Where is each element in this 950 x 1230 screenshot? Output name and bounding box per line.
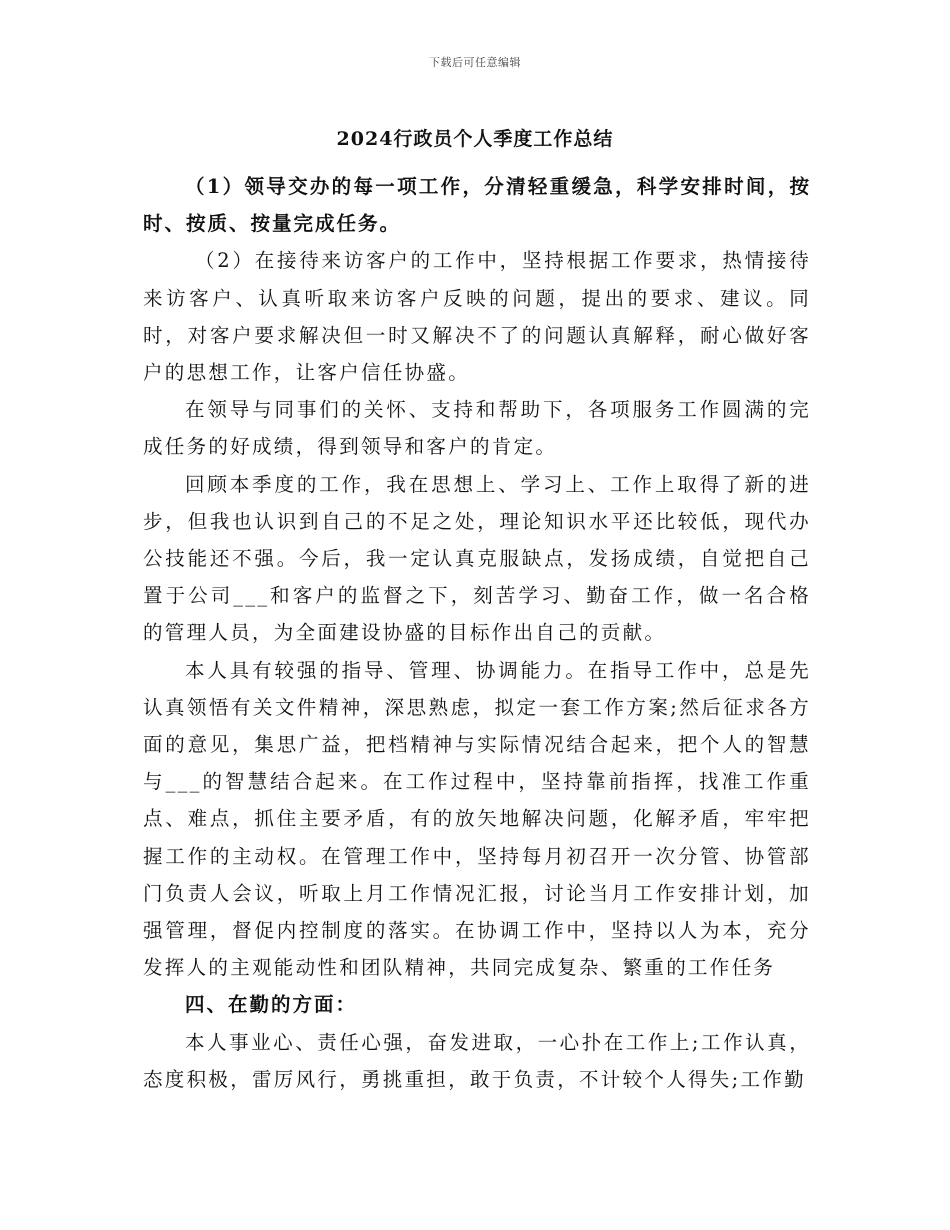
document-title: 2024行政员个人季度工作总结 [336,128,614,150]
document-body [143,168,811,1098]
section-heading: 四、在勤的方面： [185,993,358,1017]
paragraph-4: 回顾本季度的工作，我在思想上、学习上、工作上取得了新的进步，但我也认识到自己的不足之处，理论知识水平还比较低，现代办公技能还不强。今后，我一定认真克服缺点，发扬成绩，自觉把自己置于公司___和客户的监督之下，刻苦学习、勤奋工作，做一名合格的管理人员，为全面建设协盛的目标作出自己的贡献。 [143,472,811,645]
paragraph-5: 本人具有较强的指导、管理、协调能力。在指导工作中，总是先认真领悟有关文件精神，深思熟虑，拟定一套工作方案;然后征求各方面的意见，集思广益，把档精神与实际情况结合起来，把个人的智慧与___的智慧结合起来。在工作过程中，坚持靠前指挥，找准工作重点、难点，抓住主要矛盾，有的放矢地解决问题，化解矛盾，牢牢把握工作的主动权。在管理工作中，坚持每月初召开一次分管、协管部门负责人会议，听取上月工作情况汇报，讨论当月工作安排计划，加强管理，督促内控制度的落实。在协调工作中，坚持以人为本，充分发挥人的主观能动性和团队精神，共同完成复杂、繁重的工作任务 [143,658,811,980]
header-note: 下载后可任意编辑 [429,56,521,69]
paragraph-3: 在领导与同事们的关怀、支持和帮助下，各项服务工作圆满的完成任务的好成绩，得到领导和客户的肯定。 [143,398,811,459]
paragraph-6: 本人事业心、责任心强，奋发进取，一心扑在工作上;工作认真，态度积极，雷厉风行，勇挑重担，敢于负责，不计较个人得失;工作勤 [143,1030,811,1091]
paragraph-2: （2）在接待来访客户的工作中，坚持根据工作要求，热情接待来访客户、认真听取来访客户反映的问题，提出的要求、建议。同时，对客户要求解决但一时又解决不了的问题认真解释，耐心做好客户的思想工作，让客户信任协盛。 [143,249,811,385]
paragraph-1: （1）领导交办的每一项工作，分清轻重缓急，科学安排时间，按时、按质、按量完成任务。 [143,175,811,236]
